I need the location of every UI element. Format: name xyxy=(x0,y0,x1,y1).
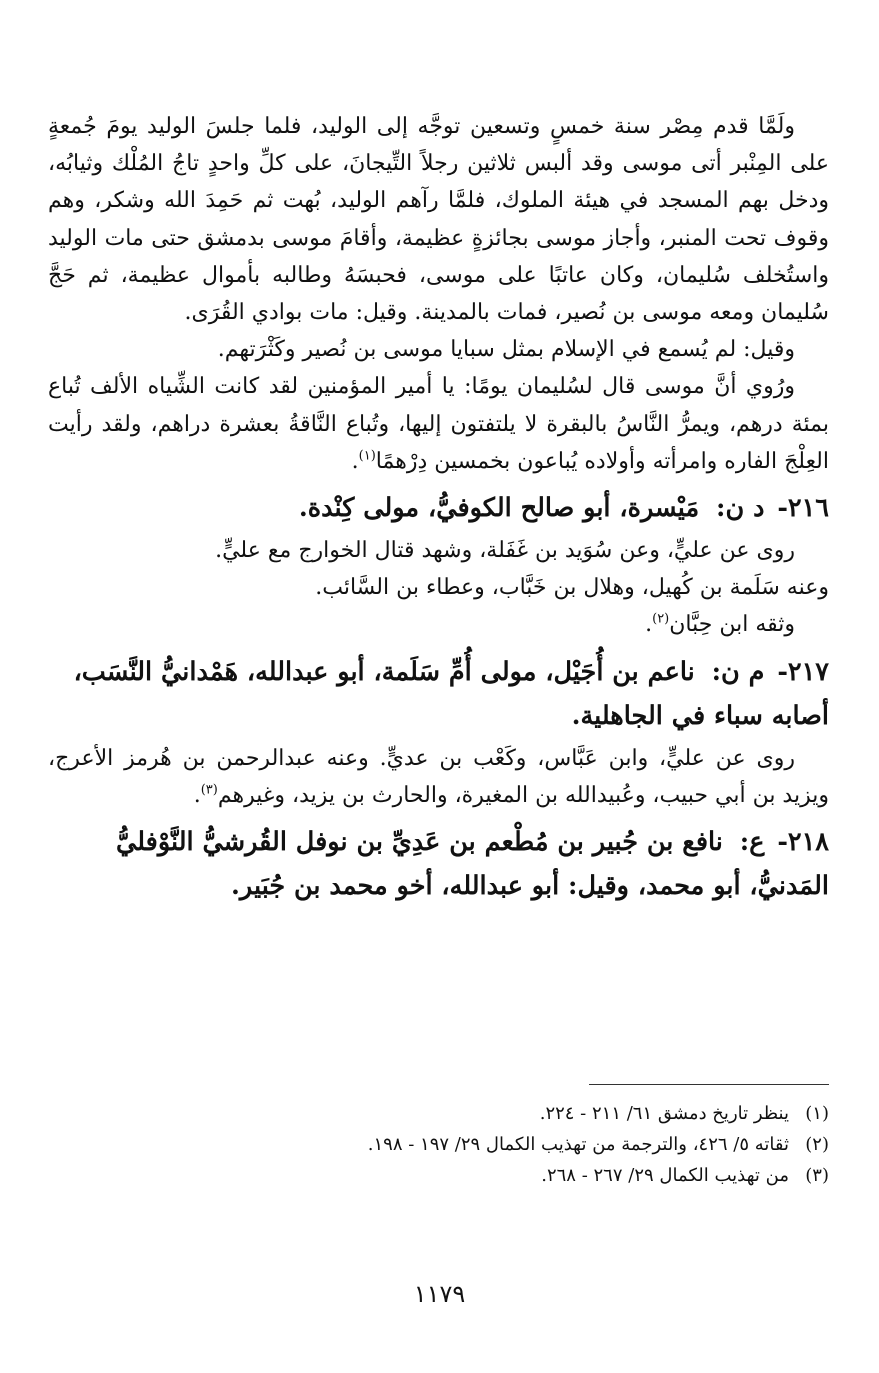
entry-216-line-3 xyxy=(48,606,829,643)
footnote-number: (٣) xyxy=(805,1165,829,1186)
entry-title: ناعم بن أُجَيْل، مولى أُمِّ سَلَمة، أبو عبدالله، هَمْدانيُّ النَّسَب، أصابه سباء في الجاهلية. xyxy=(73,656,829,731)
paragraph-musa-arrival: ولَمَّا قدم مِصْر سنة خمسٍ وتسعين توجَّه إلى الوليد، فلما جلسَ الوليد يومَ جُمعةٍ على المِنْبر أتى موسى وقد ألبس ثلاثين رجلاً التِّيجانَ، على كلِّ واحدٍ تاجُ المُلْك وثيابُه، ودخل بهم المسجد في هيئة الملوك، فلمَّا رآهم الوليد، بُهت ثم حَمِدَ الله وشكر، وهم وقوف تحت المنبر، وأجاز موسى بجائزةٍ عظيمة، وأقامَ موسى بدمشق حتى مات الوليد واستُخلف سُليمان، وكان عاتبًا على موسى، فحبسَهُ وطالبه بأموال عظيمة، ثم حَجَّ سُليمان ومعه موسى بن نُصير، فمات بالمدينة. وقيل: مات بوادي القُرَى. xyxy=(48,114,830,326)
footnote-2 xyxy=(49,1129,829,1160)
paragraph-prices xyxy=(48,368,829,480)
entry-code: ع: xyxy=(739,827,765,858)
entry-code: م ن: xyxy=(711,656,765,687)
footnote-number: (٢) xyxy=(805,1134,829,1155)
period: . xyxy=(351,448,359,474)
footnote-ref-1: (١) xyxy=(358,448,376,464)
entry-heading-216 xyxy=(48,486,829,530)
entry-number: ٢١٦- xyxy=(777,493,829,524)
footnote-ref-2: (٢) xyxy=(652,612,670,628)
footnote-1 xyxy=(49,1098,829,1129)
footnote-text: من تهذيب الكمال ٢٩/ ٢٦٧ - ٢٦٨. xyxy=(541,1165,789,1186)
page-number: ١١٧٩ xyxy=(413,1280,466,1308)
period: . xyxy=(193,782,201,808)
entry-title: نافع بن جُبير بن مُطْعم بن عَدِيِّ بن نوفل القُرشيُّ النَّوْفليُّ المَدنيُّ، أبو محمد، وقيل: أبو عبدالله، أخو محمد بن جُبَير. xyxy=(115,827,829,902)
entry-217-body-text: روى عن عليٍّ، وابن عَبَّاس، وكَعْب بن عديٍّ. وعنه عبدالرحمن بن هُرمز الأعرج، ويزيد بن أبي حبيب، وعُبيدالله بن المغيرة، والحارث بن يزيد، وغيرهم xyxy=(48,745,829,808)
entry-number: ٢١٧- xyxy=(777,656,829,687)
period: . xyxy=(645,612,653,638)
footnote-divider xyxy=(589,1084,829,1085)
entry-216-line-2: وعنه سَلَمة بن كُهيل، وهلال بن خَبَّاب، وعطاء بن السَّائب. xyxy=(315,575,829,601)
footnote-text: ثقاته ٥/ ٤٢٦، والترجمة من تهذيب الكمال ٢٩/ ١٩٧ - ١٩٨. xyxy=(367,1134,789,1155)
entry-title: مَيْسرة، أبو صالح الكوفيُّ، مولى كِنْدة. xyxy=(298,493,700,524)
footnote-ref-3: (٣) xyxy=(200,782,218,798)
entry-217-body xyxy=(48,740,829,814)
footnotes xyxy=(49,1098,829,1191)
entry-heading-218 xyxy=(48,820,829,908)
entry-216-line-1: روى عن عليٍّ، وعن سُوَيد بن غَفَلة، وشهد قتال الخوارج مع عليٍّ. xyxy=(215,538,795,564)
paragraph-prices-text: ورُوي أنَّ موسى قال لسُليمان يومًا: يا أمير المؤمنين لقد كانت الشِّياه الألف تُباع بمئة درهم، ويمرُّ النَّاسُ بالبقرة لا يلتفتون إليها، وتُباع النَّاقةُ بعشرة دراهم، ولقد رأيت العِلْجَ الفاره وامرأته وأولاده يُباعون بخمسين دِرْهمًا xyxy=(48,374,829,474)
entry-code: د ن: xyxy=(716,493,765,524)
paragraph-captives: وقيل: لم يُسمع في الإسلام بمثل سبايا موسى بن نُصير وكَثْرَتهم. xyxy=(217,337,795,363)
footnote-number: (١) xyxy=(805,1103,829,1124)
entry-216-line-3-text: وثقه ابن حِبَّان xyxy=(669,612,795,638)
entry-number: ٢١٨- xyxy=(777,827,829,858)
footnote-text: ينظر تاريخ دمشق ٦١/ ٢١١ - ٢٢٤. xyxy=(539,1103,789,1124)
footnote-3 xyxy=(49,1160,829,1191)
entry-heading-217 xyxy=(48,650,829,738)
